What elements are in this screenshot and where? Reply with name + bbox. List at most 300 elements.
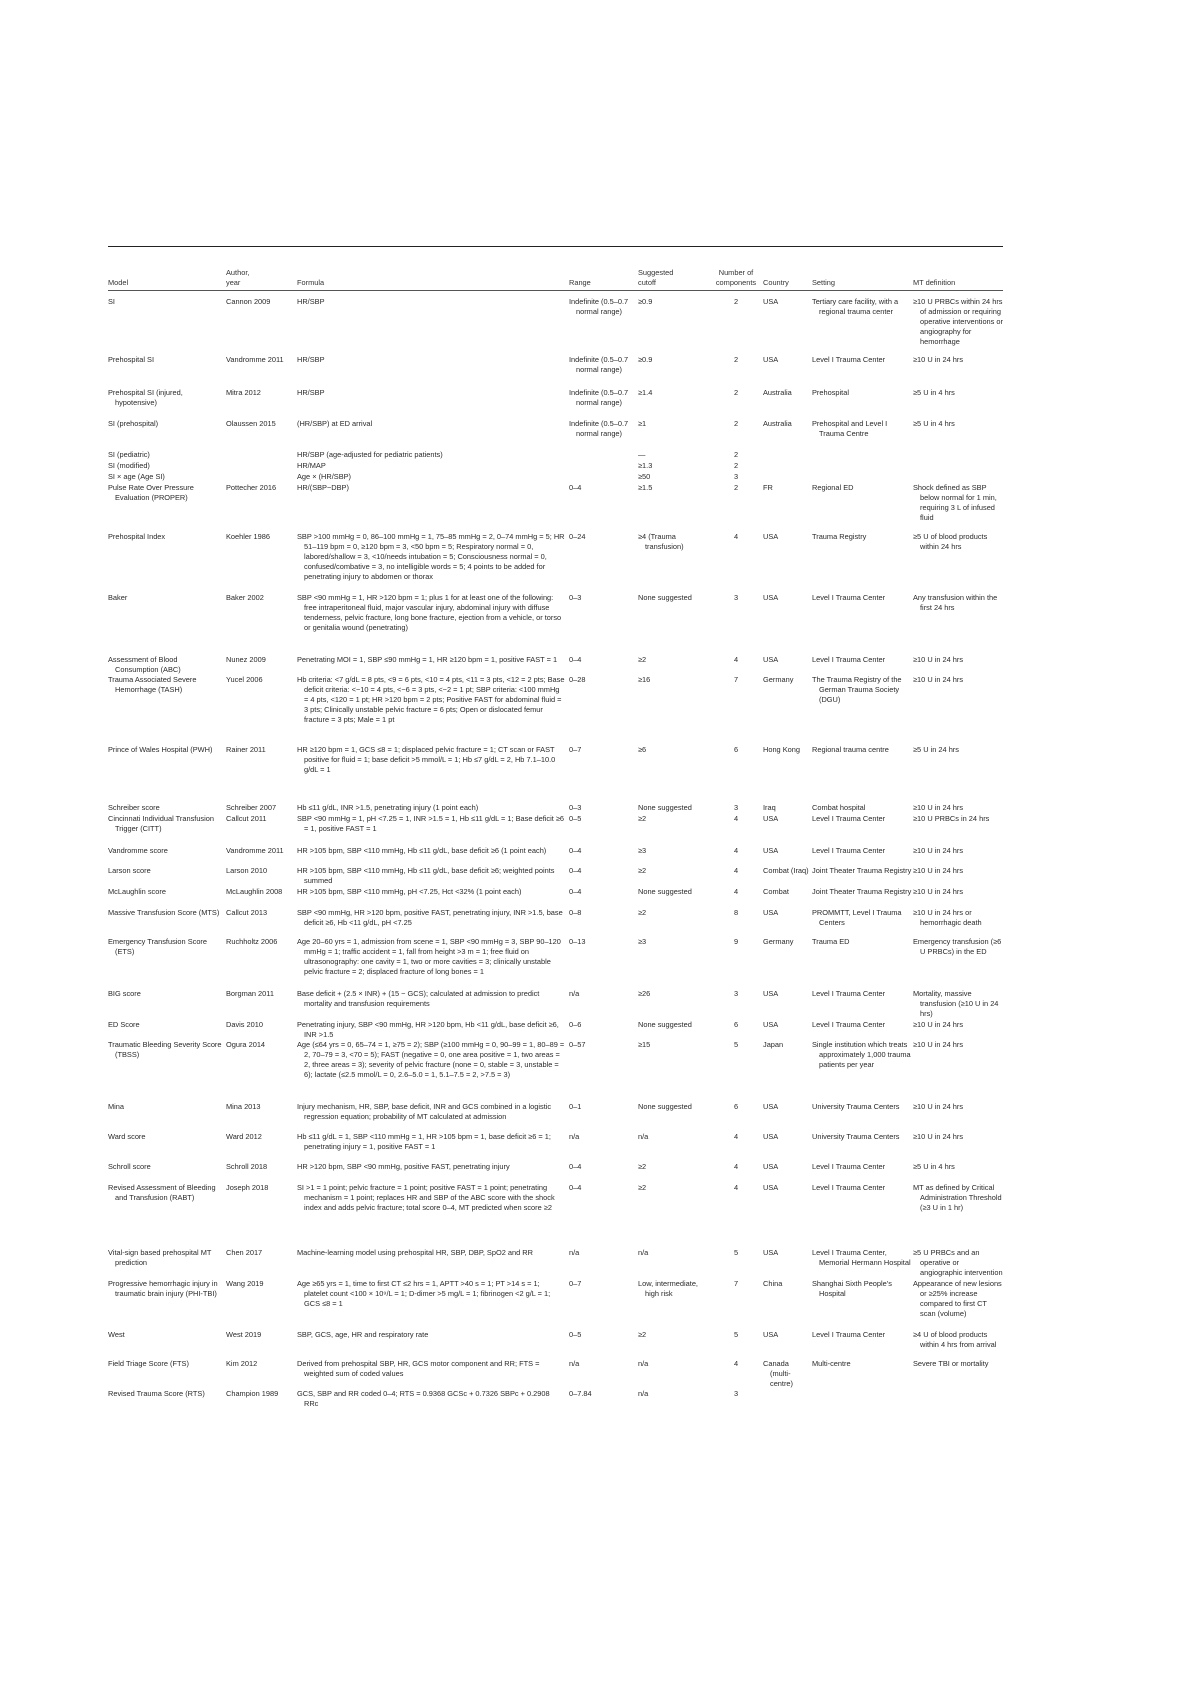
table-row [108,1183,1003,1248]
author-cell: West 2019 [226,1330,262,1339]
cutoff-cell: n/a [638,1132,649,1141]
components-cell: 5 [733,1248,739,1257]
formula-cell: HR/SBP (age-adjusted for pediatric patients) [297,450,443,459]
author-cell: Kim 2012 [226,1359,258,1368]
table-row [108,1040,1003,1102]
cutoff-cell: ≥1.5 [638,483,653,492]
model-cell: West [108,1330,125,1339]
model-cell: SI (modified) [108,461,150,470]
mt-definition-cell: ≥10 U in 24 hrs [913,355,964,364]
range-cell: 0–7 [569,1279,582,1288]
country-cell: Japan [763,1040,784,1049]
cutoff-cell: ≥15 [638,1040,651,1049]
components-cell: 4 [733,655,739,664]
setting-cell: Prehospital [812,388,849,397]
range-cell: 0–7.84 [569,1389,592,1398]
components-cell: 7 [733,675,739,684]
country-cell: Germany [763,937,794,946]
model-cell: Vital-sign based prehospital MT prediction [108,1248,212,1267]
model-cell: Schroll score [108,1162,151,1171]
cutoff-cell: ≥50 [638,472,651,481]
setting-cell: Combat hospital [812,803,866,812]
cutoff-cell: ≥2 [638,1183,647,1192]
cutoff-cell: ≥0.9 [638,297,653,306]
header-country: Country [763,278,789,287]
setting-cell: Level I Trauma Center [812,593,886,602]
range-cell: 0–4 [569,483,582,492]
mt-definition-cell: ≥5 U in 4 hrs [913,419,955,428]
components-cell: 4 [733,1183,739,1192]
formula-cell: Age ≥65 yrs = 1, time to first CT ≤2 hrs = 1, APTT >40 s = 1; PT >14 s = 1; platelet count <100 × 10⁹/L = 1; D-dimer >5 mg/L = 1; fibrinogen <2 g/L = 1; GCS ≤8 = 1 [297,1279,551,1308]
author-cell: Ward 2012 [226,1132,262,1141]
setting-cell: Level I Trauma Center [812,1330,886,1339]
formula-cell: HR/SBP [297,388,325,397]
model-cell: SI (prehospital) [108,419,159,428]
mt-definition-cell: ≥10 U in 24 hrs [913,887,964,896]
mt-definition-cell: ≥5 U in 4 hrs [913,388,955,397]
country-cell: FR [763,483,773,492]
header-setting: Setting [812,278,836,287]
components-cell: 2 [733,297,739,306]
country-cell: USA [763,1330,779,1339]
mt-definition-cell: MT as defined by Critical Administration Threshold (≥3 U in 1 hr) [913,1183,1002,1212]
components-cell: 6 [733,1020,739,1029]
components-cell: 2 [733,461,739,470]
range-cell: 0–57 [569,1040,586,1049]
table-row [108,1279,1003,1330]
range-cell: 0–7 [569,745,582,754]
model-cell: Mina [108,1102,125,1111]
mt-definition-cell: ≥10 U in 24 hrs [913,655,964,664]
table-row [108,1330,1003,1359]
header-components: Number of components [715,268,757,287]
setting-cell: Trauma Registry [812,532,867,541]
formula-cell: HR/SBP [297,297,325,306]
country-cell: USA [763,1020,779,1029]
components-cell: 3 [733,593,739,602]
country-cell: USA [763,814,779,823]
cutoff-cell: n/a [638,1248,649,1257]
mt-definition-cell: ≥10 U in 24 hrs [913,1102,964,1111]
cutoff-cell: ≥4 (Trauma transfusion) [638,532,684,551]
range-cell: 0–13 [569,937,586,946]
formula-cell: HR >105 bpm, SBP <110 mmHg, Hb ≤11 g/dL, base deficit ≥6; weighted points summed [297,866,555,885]
author-cell: McLaughlin 2008 [226,887,283,896]
table-row [108,1132,1003,1162]
table-row [108,655,1003,675]
country-cell: USA [763,1132,779,1141]
author-cell: Schroll 2018 [226,1162,268,1171]
model-cell: Vandromme score [108,846,168,855]
formula-cell: HR ≥120 bpm = 1, GCS ≤8 = 1; displaced pelvic fracture = 1; CT scan or FAST positive for fluid = 1; base deficit >5 mmol/L = 1; Hb ≤7 g/dL = 2, Hb 7.1–10.0 g/dL = 1 [297,745,556,774]
range-cell: n/a [569,1359,580,1368]
cutoff-cell: ≥2 [638,908,647,917]
mt-definition-cell: ≥5 U PRBCs and an operative or angiographic intervention [913,1248,1003,1277]
author-cell: Joseph 2018 [226,1183,269,1192]
model-cell: Larson score [108,866,151,875]
author-cell: Koehler 1986 [226,532,270,541]
cutoff-cell: ≥16 [638,675,651,684]
setting-cell: Level I Trauma Center [812,989,886,998]
model-cell: Progressive hemorrhagic injury in traumatic brain injury (PHI-TBI) [108,1279,218,1298]
range-cell: Indefinite (0.5–0.7 normal range) [569,388,629,407]
mt-definition-cell: ≥10 U PRBCs within 24 hrs of admission or requiring operative interventions or angiography for hemorrhage [913,297,1003,346]
range-cell: 0–5 [569,1330,582,1339]
mt-definition-cell: ≥10 U in 24 hrs [913,866,964,875]
range-cell: 0–6 [569,1020,582,1029]
components-cell: 2 [733,388,739,397]
formula-cell: SBP <90 mmHg = 1, pH <7.25 = 1, INR >1.5 = 1, Hb ≤11 g/dL = 1; Base deficit ≥6 = 1, positive FAST = 1 [297,814,565,833]
range-cell: 0–8 [569,908,582,917]
formula-cell: GCS, SBP and RR coded 0–4; RTS = 0.9368 GCSc + 0.7326 SBPc + 0.2908 RRc [297,1389,550,1408]
range-cell: 0–3 [569,803,582,812]
cutoff-cell: — [638,450,646,459]
table-row [108,483,1003,532]
range-cell: n/a [569,1248,580,1257]
mt-definition-cell: ≥10 U in 24 hrs [913,803,964,812]
author-cell: Callcut 2011 [226,814,267,823]
formula-cell: HR/SBP [297,355,325,364]
setting-cell: Trauma ED [812,937,850,946]
table-row [108,937,1003,989]
formula-cell: SBP >100 mmHg = 0, 86–100 mmHg = 1, 75–85 mmHg = 2, 0–74 mmHg = 5; HR 51–119 bpm = 0, ≥120 bpm = 3, <50 bpm = 5; Respiratory normal = 0, labored/shallow = 3, <10/needs intubation = 5; Consciousness normal = 0, confused/combative = 3, no intelligible words = 5; 4 points to be added for penetrating injury to abdomen or thorax [297,532,565,581]
author-cell: Mina 2013 [226,1102,261,1111]
components-cell: 4 [733,887,739,896]
table-row [108,593,1003,655]
country-cell: USA [763,355,779,364]
cutoff-cell: None suggested [638,887,692,896]
model-cell: SI [108,297,115,306]
cutoff-cell: ≥3 [638,846,647,855]
mt-definition-cell: Shock defined as SBP below normal for 1 min, requiring 3 L of infused fluid [913,483,997,522]
author-cell: Cannon 2009 [226,297,271,306]
cutoff-cell: ≥26 [638,989,651,998]
cutoff-cell: ≥2 [638,1162,647,1171]
cutoff-cell: None suggested [638,1102,692,1111]
range-cell: 0–4 [569,1183,582,1192]
model-cell: BIG score [108,989,141,998]
setting-cell: Regional ED [812,483,854,492]
table-row [108,908,1003,937]
model-cell: SI × age (Age SI) [108,472,165,481]
range-cell: n/a [569,1132,580,1141]
components-cell: 4 [733,1359,739,1368]
range-cell: 0–1 [569,1102,582,1111]
cutoff-cell: ≥0.9 [638,355,653,364]
range-cell: 0–4 [569,1162,582,1171]
range-cell: 0–4 [569,866,582,875]
cutoff-cell: ≥2 [638,655,647,664]
model-cell: Ward score [108,1132,146,1141]
range-cell: Indefinite (0.5–0.7 normal range) [569,419,629,438]
formula-cell: HR/(SBP−DBP) [297,483,349,492]
country-cell: Germany [763,675,794,684]
model-cell: Massive Transfusion Score (MTS) [108,908,220,917]
setting-cell: Single institution which treats approximately 1,000 trauma patients per year [812,1040,911,1069]
header-range: Range [569,278,591,287]
cutoff-cell: n/a [638,1389,649,1398]
table-row [108,1102,1003,1132]
formula-cell: SI >1 = 1 point; pelvic fracture = 1 point; positive FAST = 1 point; penetrating mechanism = 1 point; replaces HR and SBP of the ABC score with the shock index and adds pelvic fracture; total score 0–4, MT predicted when score ≥2 [297,1183,555,1212]
model-cell: Prehospital Index [108,532,166,541]
setting-cell: Level I Trauma Center [812,814,886,823]
formula-cell: HR >105 bpm, SBP <110 mmHg, pH <7.25, Hct <32% (1 point each) [297,887,522,896]
author-cell: Ogura 2014 [226,1040,266,1049]
setting-cell: Level I Trauma Center, Memorial Hermann Hospital [812,1248,911,1267]
header-cutoff: Suggested cutoff [638,268,674,287]
author-cell: Rainer 2011 [226,745,266,754]
author-cell: Larson 2010 [226,866,268,875]
table-body [108,296,1003,1414]
setting-cell: Joint Theater Trauma Registry [812,887,912,896]
table-row [108,532,1003,593]
table-row [108,803,1003,814]
mt-definition-cell: ≥5 U of blood products within 24 hrs [913,532,988,551]
mt-definition-cell: ≥10 U in 24 hrs [913,1020,964,1029]
model-cell: Trauma Associated Severe Hemorrhage (TASH) [108,675,197,694]
components-cell: 6 [733,745,739,754]
setting-cell: University Trauma Centers [812,1132,900,1141]
components-cell: 4 [733,866,739,875]
mt-definition-cell: Severe TBI or mortality [913,1359,989,1368]
formula-cell: Injury mechanism, HR, SBP, base deficit, INR and GCS combined in a logistic regression equation; probability of MT calculated at admission [297,1102,552,1121]
model-cell: Prince of Wales Hospital (PWH) [108,745,213,754]
model-cell: Revised Trauma Score (RTS) [108,1389,205,1398]
country-cell: USA [763,1102,779,1111]
range-cell: 0–24 [569,532,586,541]
formula-cell: HR >105 bpm, SBP <110 mmHg, Hb ≤11 g/dL, base deficit ≥6 (1 point each) [297,846,547,855]
components-cell: 6 [733,1102,739,1111]
author-cell: Pottecher 2016 [226,483,277,492]
setting-cell: Shanghai Sixth People's Hospital [812,1279,892,1298]
author-cell: Champion 1989 [226,1389,279,1398]
model-cell: SI (pediatric) [108,450,150,459]
model-cell: Baker [108,593,128,602]
components-cell: 5 [733,1330,739,1339]
table-row [108,461,1003,472]
model-cell: Schreiber score [108,803,160,812]
mt-definition-cell: Any transfusion within the first 24 hrs [913,593,998,612]
components-cell: 4 [733,1162,739,1171]
cutoff-cell: None suggested [638,1020,692,1029]
author-cell: Mitra 2012 [226,388,261,397]
formula-cell: SBP <90 mmHg, HR >120 bpm, positive FAST, penetrating injury, INR >1.5, base deficit ≥6, Hb <11 g/dL, pH <7.25 [297,908,563,927]
country-cell: USA [763,532,779,541]
cutoff-cell: ≥1 [638,419,647,428]
model-cell: Prehospital SI (injured, hypotensive) [108,388,183,407]
components-cell: 3 [733,989,739,998]
components-cell: 3 [733,1389,739,1398]
setting-cell: University Trauma Centers [812,1102,900,1111]
table-row [108,866,1003,887]
setting-cell: The Trauma Registry of the German Trauma Society (DGU) [812,675,902,704]
setting-cell: Multi-centre [812,1359,851,1368]
formula-cell: SBP, GCS, age, HR and respiratory rate [297,1330,429,1339]
cutoff-cell: None suggested [638,593,692,602]
country-cell: Combat (Iraq) [763,866,809,875]
formula-cell: Hb ≤11 g/dL = 1, SBP <110 mmHg = 1, HR >105 bpm = 1, base deficit ≥6 = 1; penetrating injury = 1, positive FAST = 1 [297,1132,551,1151]
country-cell: USA [763,655,779,664]
range-cell: 0–3 [569,593,582,602]
header-author: Author, year [226,268,250,287]
author-cell: Schreiber 2007 [226,803,277,812]
author-cell: Olaussen 2015 [226,419,276,428]
country-cell: USA [763,1248,779,1257]
formula-cell: Base deficit + (2.5 × INR) + (15 − GCS); calculated at admission to predict mortality and transfusion requirements [297,989,540,1008]
header-mt-definition: MT definition [913,278,956,287]
formula-cell: Age 20–60 yrs = 1, admission from scene = 1, SBP <90 mmHg = 3, SBP 90–120 mmHg = 1; traffic accident = 1, fall from height >3 m = 1; free fluid on ultrasonography: one cavity = 1, two or more cavities = 3; clinically unstable pelvic fracture = 2; displaced fracture of long bones = 1 [297,937,561,976]
setting-cell: PROMMTT, Level I Trauma Centers [812,908,902,927]
table-row [108,814,1003,846]
setting-cell: Tertiary care facility, with a regional trauma center [812,297,899,316]
setting-cell: Level I Trauma Center [812,655,886,664]
components-cell: 4 [733,814,739,823]
header-formula: Formula [297,278,325,287]
author-cell: Davis 2010 [226,1020,263,1029]
setting-cell: Level I Trauma Center [812,1162,886,1171]
country-cell: Canada (multi-centre) [763,1359,794,1388]
formula-cell: Penetrating MOI = 1, SBP ≤90 mmHg = 1, HR ≥120 bpm = 1, positive FAST = 1 [297,655,558,664]
model-cell: Pulse Rate Over Pressure Evaluation (PROPER) [108,483,194,502]
mt-definition-cell: ≥10 U PRBCs in 24 hrs [913,814,990,823]
author-cell: Vandromme 2011 [226,846,284,855]
table-top-rule [108,246,1003,247]
table-row [108,887,1003,908]
model-cell: Prehospital SI [108,355,155,364]
model-cell: Traumatic Bleeding Severity Score (TBSS) [108,1040,222,1059]
setting-cell: Regional trauma centre [812,745,889,754]
author-cell: Nunez 2009 [226,655,266,664]
country-cell: USA [763,593,779,602]
table-row [108,450,1003,461]
author-cell: Yucel 2006 [226,675,263,684]
mt-definition-cell: ≥10 U in 24 hrs [913,675,964,684]
table-row [108,1162,1003,1183]
table-row [108,1248,1003,1279]
mt-definition-cell: Appearance of new lesions or ≥25% increase compared to first CT scan (volume) [913,1279,1002,1318]
cutoff-cell: ≥2 [638,866,647,875]
range-cell: 0–4 [569,846,582,855]
table-row [108,675,1003,745]
formula-cell: Penetrating injury, SBP <90 mmHg, HR >120 bpm, Hb <11 g/dL, base deficit ≥6, INR >1.5 [297,1020,559,1039]
author-cell: Callcut 2013 [226,908,268,917]
table-row [108,846,1003,866]
country-cell: USA [763,297,779,306]
range-cell: 0–5 [569,814,582,823]
cutoff-cell: n/a [638,1359,649,1368]
mt-definition-cell: ≥10 U in 24 hrs [913,1040,964,1049]
setting-cell: Prehospital and Level I Trauma Centre [812,419,888,438]
range-cell: n/a [569,989,580,998]
model-cell: Cincinnati Individual Transfusion Trigger (CITT) [108,814,214,833]
cutoff-cell: ≥1.4 [638,388,653,397]
formula-cell: HR >120 bpm, SBP <90 mmHg, positive FAST, penetrating injury [297,1162,510,1171]
header-model: Model [108,278,129,287]
range-cell: Indefinite (0.5–0.7 normal range) [569,297,629,316]
components-cell: 2 [733,419,739,428]
table-row [108,388,1003,419]
range-cell: 0–28 [569,675,586,684]
mt-definition-cell: ≥5 U in 4 hrs [913,1162,955,1171]
author-cell: Ruchholtz 2006 [226,937,278,946]
range-cell: 0–4 [569,655,582,664]
mt-definition-cell: ≥10 U in 24 hrs [913,846,964,855]
formula-cell: SBP <90 mmHg = 1, HR >120 bpm = 1; plus 1 for at least one of the following: free intraperitoneal fluid, major vascular injury, abdominal injury with diffuse tenderness, pelvic fracture, long bone fracture, ejection from a vehicle, or torso or genitalia wound (penetrating) [297,593,562,632]
author-cell: Baker 2002 [226,593,264,602]
table-row [108,355,1003,388]
country-cell: Combat [763,887,789,896]
cutoff-cell: ≥2 [638,1330,647,1339]
model-cell: Emergency Transfusion Score (ETS) [108,937,207,956]
formula-cell: Hb ≤11 g/dL, INR >1.5, penetrating injury (1 point each) [297,803,479,812]
setting-cell: Level I Trauma Center [812,355,886,364]
formula-cell: Age (≤64 yrs = 0, 65–74 = 1, ≥75 = 2); SBP (≥100 mmHg = 0, 90–99 = 1, 80–89 = 2, 70–79 = 3, <70 = 5); FAST (negative = 0, one area positive = 1, two areas = 2, three areas = 3); severity of pelvic fracture (none = 0, stable = 3, unstable = 6); lactate (≤2.5 mmol/L = 0, 2.6–5.0 = 1, 5.1–7.5 = 2, >7.5 = 3) [297,1040,565,1079]
author-cell: Wang 2019 [226,1279,264,1288]
country-cell: USA [763,908,779,917]
components-cell: 4 [733,532,739,541]
setting-cell: Level I Trauma Center [812,1183,886,1192]
formula-cell: Hb criteria: <7 g/dL = 8 pts, <9 = 6 pts, <10 = 4 pts, <11 = 3 pts, <12 = 2 pts; Base deficit criteria: <−10 = 4 pts, <−6 = 3 pts, <−2 = 1 pt; SBP criteria: <100 mmHg = 4 pts, <120 = 1 pt; HR >120 bpm = 2 pts; Positive FAST for abdominal fluid = 3 pts; Clinically unstable pelvic fracture = 6 pts; Open or dislocated femur fracture = 3 pts; Male = 1 pt [297,675,565,724]
prediction-models-table [108,246,1003,1416]
model-cell: Revised Assessment of Bleeding and Transfusion (RABT) [108,1183,216,1202]
country-cell: USA [763,989,779,998]
formula-cell: Machine-learning model using prehospital HR, SBP, DBP, SpO2 and RR [297,1248,533,1257]
model-cell: Assessment of Blood Consumption (ABC) [108,655,181,674]
author-cell: Borgman 2011 [226,989,274,998]
table-row [108,1359,1003,1389]
country-cell: USA [763,1162,779,1171]
mt-definition-cell: ≥10 U in 24 hrs or hemorrhagic death [913,908,982,927]
model-cell: ED Score [108,1020,140,1029]
table-row [108,472,1003,483]
table-row [108,1020,1003,1040]
country-cell: USA [763,846,779,855]
range-cell: Indefinite (0.5–0.7 normal range) [569,355,629,374]
formula-cell: Derived from prehospital SBP, HR, GCS motor component and RR; FTS = weighted sum of coded values [297,1359,540,1378]
setting-cell: Level I Trauma Center [812,846,886,855]
mt-definition-cell: ≥5 U in 24 hrs [913,745,959,754]
country-cell: Australia [763,419,792,428]
components-cell: 2 [733,450,739,459]
table-header-rule [108,290,1003,291]
country-cell: USA [763,1183,779,1192]
formula-cell: Age × (HR/SBP) [297,472,352,481]
components-cell: 4 [733,1132,739,1141]
model-cell: Field Triage Score (FTS) [108,1359,189,1368]
formula-cell: HR/MAP [297,461,326,470]
setting-cell: Level I Trauma Center [812,1020,886,1029]
cutoff-cell: ≥1.3 [638,461,653,470]
country-cell: Hong Kong [763,745,800,754]
country-cell: China [763,1279,783,1288]
author-cell: Vandromme 2011 [226,355,284,364]
cutoff-cell: ≥2 [638,814,647,823]
model-cell: McLaughlin score [108,887,166,896]
components-cell: 3 [733,803,739,812]
country-cell: Iraq [763,803,776,812]
cutoff-cell: ≥6 [638,745,647,754]
components-cell: 2 [733,483,739,492]
components-cell: 5 [733,1040,739,1049]
table-row [108,297,1003,355]
formula-cell: (HR/SBP) at ED arrival [297,419,373,428]
table-row [108,745,1003,803]
mt-definition-cell: Mortality, massive transfusion (≥10 U in 24 hrs) [913,989,999,1018]
country-cell: Australia [763,388,792,397]
components-cell: 9 [733,937,739,946]
table-header [108,254,1003,288]
range-cell: 0–4 [569,887,582,896]
